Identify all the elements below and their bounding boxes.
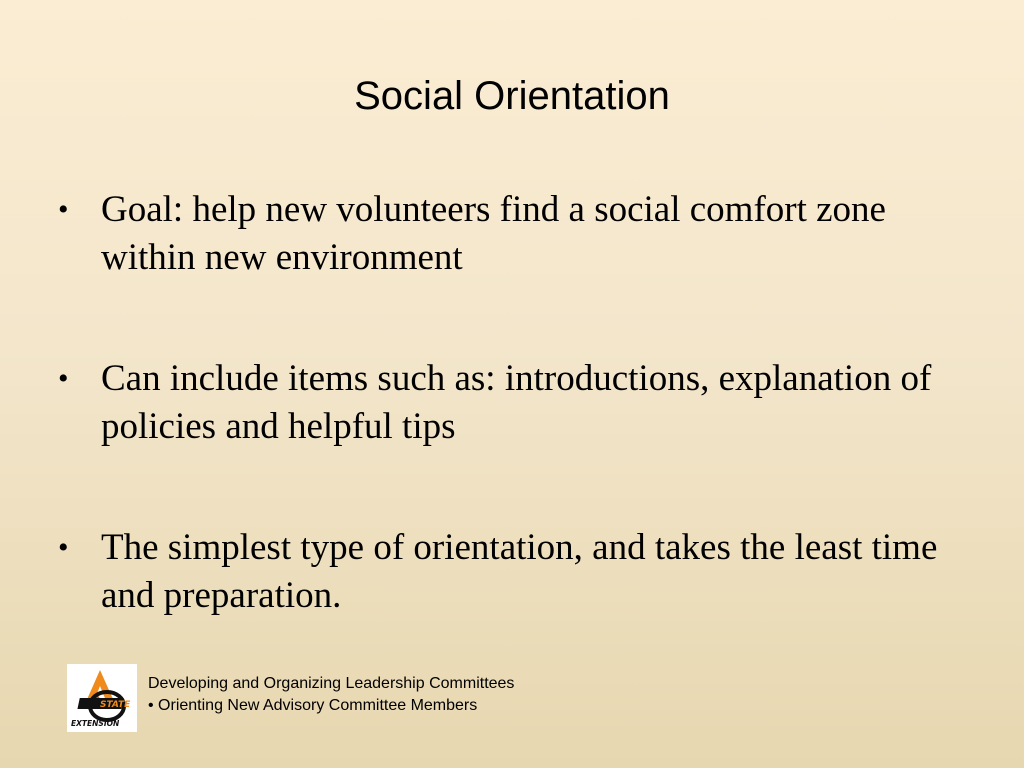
bullet-list xyxy=(58,186,963,620)
logo-graphic xyxy=(67,664,137,732)
bullet-text: The simplest type of orientation, and takes the least time and preparation. xyxy=(101,527,938,616)
oklahoma-state-extension-logo-icon xyxy=(67,664,137,732)
footer-caption xyxy=(148,673,514,717)
svg-text:EXTENSION: EXTENSION xyxy=(71,719,120,728)
bullet-mark: • xyxy=(58,362,69,395)
bullet-item xyxy=(58,524,963,620)
svg-text:STATE: STATE xyxy=(100,700,131,710)
bullet-text: Goal: help new volunteers find a social comfort zone within new environment xyxy=(101,189,886,278)
bullet-item xyxy=(58,355,963,451)
slide-title: Social Orientation xyxy=(354,74,670,118)
bullet-mark: • xyxy=(58,531,69,564)
bullet-text: Can include items such as: introductions, explanation of policies and helpful tips xyxy=(101,358,932,447)
bullet-mark: • xyxy=(58,193,69,226)
footer-line-1: Developing and Organizing Leadership Committees xyxy=(148,675,515,692)
footer-line-2: • Orienting New Advisory Committee Members xyxy=(148,697,478,714)
bullet-item xyxy=(58,186,963,282)
